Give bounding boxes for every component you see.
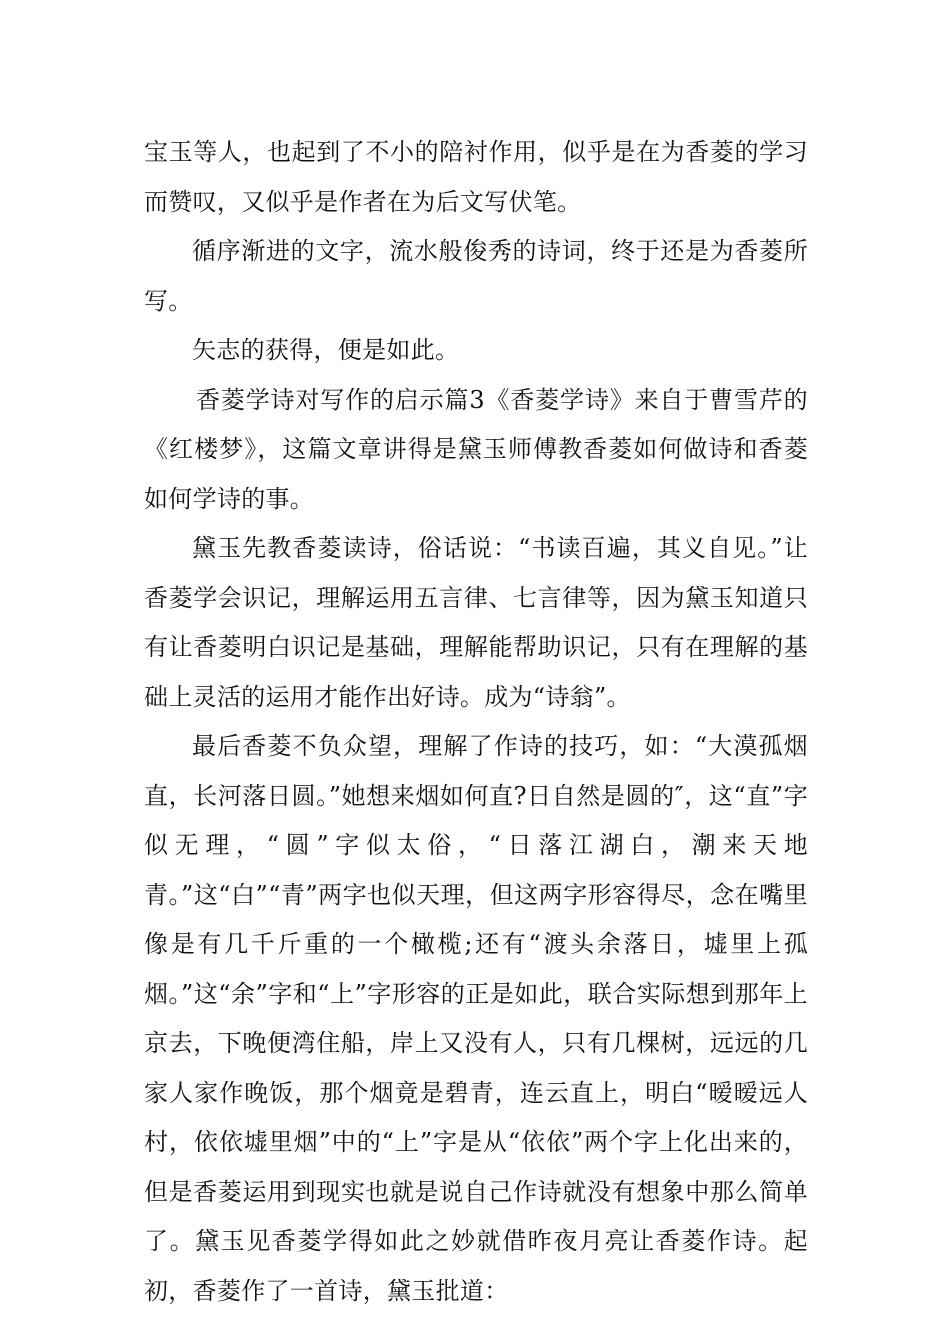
paragraph: 黛玉先教香菱读诗，俗话说：“书读百遍，其义自见。”让香菱学会识记，理解运用五言律、七言律等，因为黛玉知道只有让香菱明白识记是基础，理解能帮助识记，只有在理解的基础上灵活的运用才能作出好诗。成为“诗翁”。	[144, 534, 808, 711]
paragraph: 最后香菱不负众望，理解了作诗的技巧，如：“大漠孤烟直，长河落日圆。”她想来烟如何直?日自然是圆的″，这“直”字似无理，“圆”字似太俗，“日落江湖白，潮来天地青。”这“白”“青”两字也似天理，但这两字形容得尽，念在嘴里像是有几千斤重的一个橄榄;还有“渡头余落日，墟里上孤烟。”这“余”字和“上”字形容的正是如此，联合实际想到那年上京去，下晚便湾住船，岸上又没有人，只有几棵树，远远的几家人家作晚饭，那个烟竟是碧青，连云直上，明白“暧暧远人村，依依墟里烟”中的“上”字是从“依依”两个字上化出来的，但是香菱运用到现实也就是说自己作诗就没有想象中那么简单了。黛玉见香菱学得如此之妙就借昨夜月亮让香菱作诗。起初，香菱作了一首诗，黛玉批道：	[144, 732, 808, 1305]
paragraph-section-start: 香菱学诗对写作的启示篇3《香菱学诗》来自于曹雪芹的《红楼梦》，这篇文章讲得是黛玉师傅教香菱如何做诗和香菱如何学诗的事。	[144, 385, 808, 513]
paragraph: 矢志的获得，便是如此。	[192, 336, 460, 364]
paragraph: 循序渐进的文字，流水般俊秀的诗词，终于还是为香菱所写。	[144, 237, 808, 315]
paragraph-continuation: 宝玉等人，也起到了不小的陪衬作用，似乎是在为香菱的学习而赞叹，又似乎是作者在为后文写伏笔。	[144, 138, 808, 216]
document-body	[144, 128, 808, 1316]
